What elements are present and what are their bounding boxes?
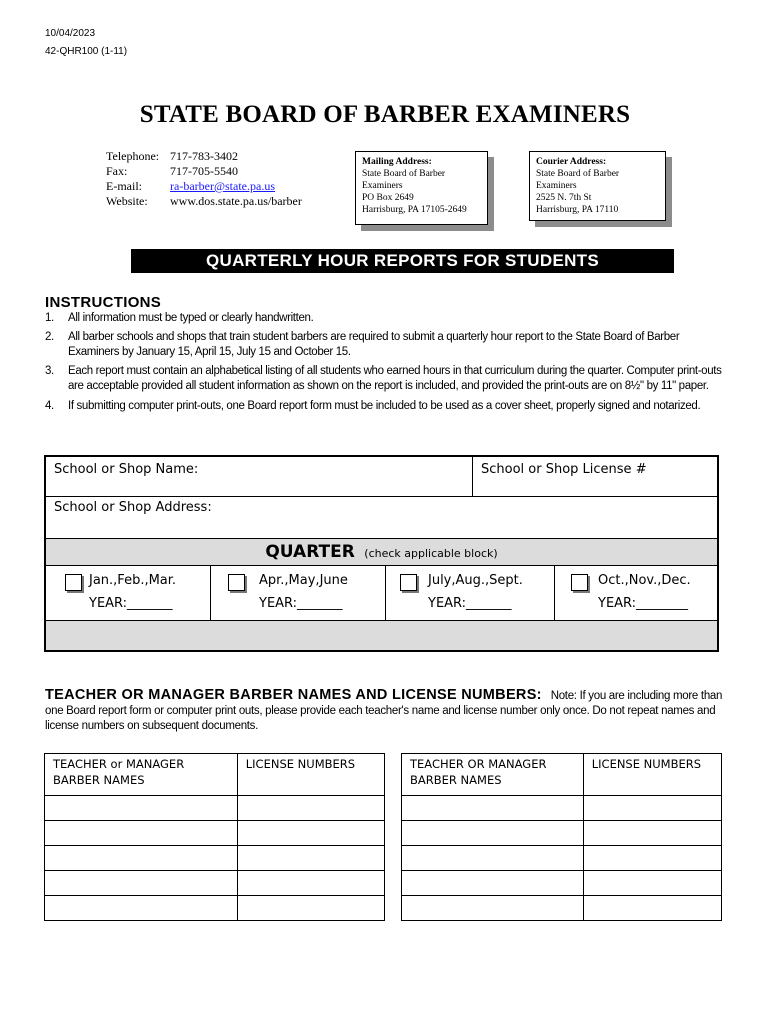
page-title: STATE BOARD OF BARBER EXAMINERS [139,101,631,128]
instruction-item [45,399,725,414]
telephone-label: Telephone: [106,149,160,163]
quarter-months: July,Aug.,Sept. [428,573,523,588]
instruction-text: All barber schools and shops that train student barbers are required to submit a quarterly hour report to the State Board of Barber Examiners by January 15, April 15, July 15 and October 15. [68,331,680,358]
report-banner: QUARTERLY HOUR REPORTS FOR STUDENTS [131,249,674,273]
courier-line: 2525 N. 7th St [536,193,592,203]
quarter-label: QUARTER [265,542,355,562]
school-name-field[interactable] [46,457,473,497]
telephone-value: 717-783-3402 [170,149,238,163]
column-header: TEACHER OR MANAGER BARBER NAMES [402,754,584,796]
mailing-line: PO Box 2649 [362,193,414,203]
teacher-section-heading: TEACHER OR MANAGER BARBER NAMES AND LICENSE NUMBERS: [45,687,542,703]
form-date: 10/04/2023 [45,28,96,39]
quarter-note: (check applicable block) [364,547,498,560]
instruction-text: All information must be typed or clearly handwritten. [68,312,314,324]
shaded-footer-row [46,621,717,650]
email-label: E-mail: [106,179,142,193]
mailing-address-box [355,151,488,225]
courier-address-box [529,151,666,221]
instruction-number: 3. [45,365,54,377]
name-cell[interactable] [402,846,584,871]
teacher-note-rest: more than one Board report form or computer print outs, please provide each teacher's name and license number only once. Do not repeat names and license numbers on subsequent documents. [45,690,723,732]
instruction-item [45,364,725,394]
instruction-item [45,311,725,326]
license-cell[interactable] [583,796,721,821]
school-form [44,455,719,652]
instruction-number: 4. [45,400,54,412]
column-header: LICENSE NUMBERS [237,754,384,796]
quarter-months: Oct.,Nov.,Dec. [598,573,691,588]
teacher-table-left [44,753,385,921]
checkbox[interactable] [65,574,82,591]
courier-line: Examiners [536,181,577,191]
column-header: LICENSE NUMBERS [583,754,721,796]
license-cell[interactable] [237,846,384,871]
school-address-field[interactable] [46,497,717,539]
quarter-year: YEAR:________ [598,596,689,611]
fax-label: Fax: [106,164,128,178]
school-name-label: School or Shop Name: [54,462,199,477]
license-cell[interactable] [237,796,384,821]
license-cell[interactable] [237,896,384,921]
school-license-label: School or Shop License # [481,462,647,477]
checkbox[interactable] [400,574,417,591]
quarter-year: YEAR:_______ [259,596,343,611]
name-cell[interactable] [45,896,238,921]
name-cell[interactable] [45,871,238,896]
mailing-line: Examiners [362,181,403,191]
name-cell[interactable] [402,796,584,821]
license-cell[interactable] [237,821,384,846]
quarter-year: YEAR:_______ [428,596,512,611]
teacher-note-start: Note: If you are including [550,690,671,702]
name-cell[interactable] [45,796,238,821]
name-cell[interactable] [45,846,238,871]
name-cell[interactable] [402,896,584,921]
courier-line: State Board of Barber [536,169,620,179]
instruction-number: 1. [45,312,54,324]
name-cell[interactable] [45,821,238,846]
teacher-table-right [401,753,722,921]
quarter-header [46,539,717,566]
license-cell[interactable] [237,871,384,896]
email-link[interactable]: ra-barber@state.pa.us [170,179,275,193]
checkbox[interactable] [228,574,245,591]
form-code: 42-QHR100 (1-11) [45,46,128,57]
quarter-option-q4[interactable] [555,566,717,621]
name-cell[interactable] [402,871,584,896]
instruction-item [45,330,725,360]
instructions-list [45,311,725,414]
name-cell[interactable] [402,821,584,846]
column-header: TEACHER or MANAGER BARBER NAMES [45,754,238,796]
courier-heading: Courier Address: [536,157,607,167]
mailing-heading: Mailing Address: [362,157,432,167]
website-label: Website: [106,194,148,208]
checkbox[interactable] [571,574,588,591]
license-cell[interactable] [583,846,721,871]
contact-block [106,149,302,209]
website-value: www.dos.state.pa.us/barber [170,194,302,208]
quarter-option-q3[interactable] [386,566,555,621]
instructions-heading: INSTRUCTIONS [45,294,162,311]
mailing-line: Harrisburg, PA 17105-2649 [362,205,467,215]
teacher-section-intro [45,688,730,734]
instruction-text: Each report must contain an alphabetical listing of all students who earned hours in that curriculum during the quarter. Computer print-outs are acceptable provided all student information as shown on the report is included, and provided the print-outs are on 8½" by 11" paper. [68,365,722,392]
instruction-number: 2. [45,331,54,343]
quarter-months: Apr.,May,June [259,573,348,588]
instruction-text: If submitting computer print-outs, one Board report form must be included to be used as a cover sheet, properly signed and notarized. [68,400,701,412]
quarter-option-q2[interactable] [211,566,386,621]
fax-value: 717-705-5540 [170,164,238,178]
school-license-field[interactable] [473,457,717,497]
license-cell[interactable] [583,821,721,846]
quarter-year: YEAR:_______ [89,596,173,611]
quarter-months: Jan.,Feb.,Mar. [89,573,177,588]
license-cell[interactable] [583,871,721,896]
courier-line: Harrisburg, PA 17110 [536,205,619,215]
mailing-line: State Board of Barber [362,169,446,179]
school-address-label: School or Shop Address: [54,500,212,515]
license-cell[interactable] [583,896,721,921]
quarter-option-q1[interactable] [46,566,211,621]
